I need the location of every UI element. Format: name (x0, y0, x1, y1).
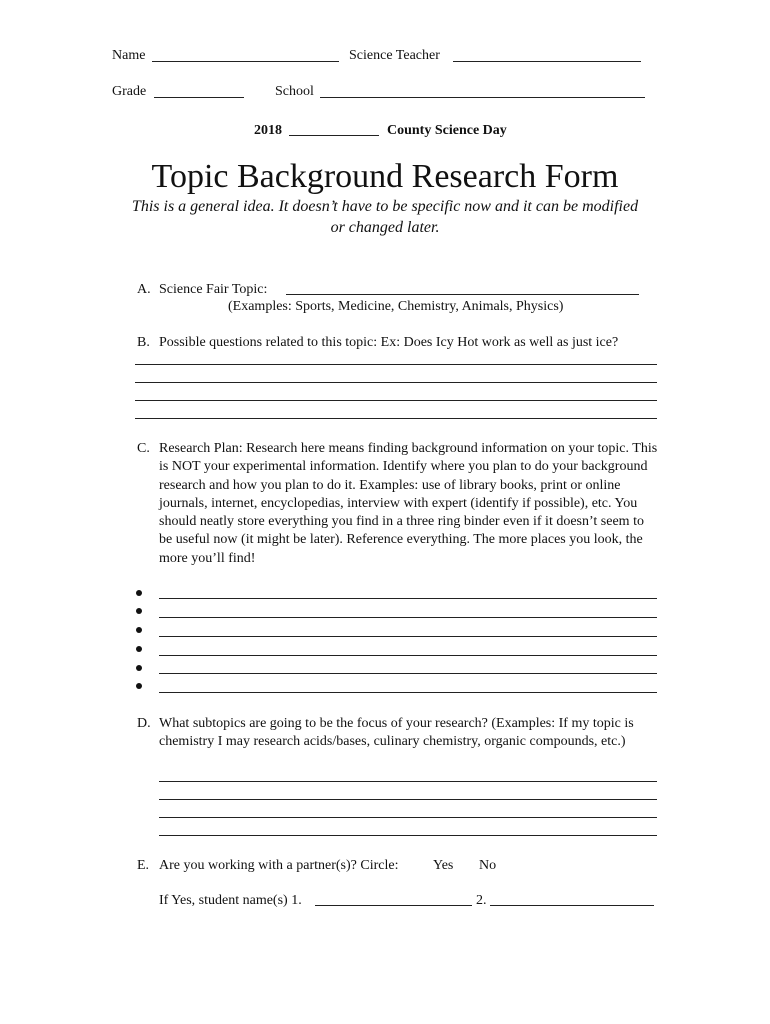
page-subtitle: This is a general idea. It doesn’t have to be specific now and it can be modified or changed later. (131, 198, 639, 236)
event-name: County Science Day (387, 123, 507, 138)
bullet-icon (136, 627, 142, 633)
no-option[interactable]: No (479, 858, 497, 873)
grade-label: Grade (112, 84, 147, 99)
research-plan-line-6[interactable] (159, 692, 657, 693)
partner-2-label: 2. (476, 893, 487, 908)
bullet-icon (136, 646, 142, 652)
section-e-letter: E. (137, 858, 150, 873)
partner-name-1-field[interactable] (315, 905, 472, 906)
section-d-letter: D. (137, 716, 151, 731)
school-label: School (275, 84, 314, 99)
partner-question: Are you working with a partner(s)? Circle: (159, 858, 399, 873)
section-a-label: Science Fair Topic: (159, 282, 268, 297)
yes-option[interactable]: Yes (433, 858, 454, 873)
section-b-letter: B. (137, 335, 150, 350)
question-line-2[interactable] (135, 382, 657, 383)
bullet-icon (136, 665, 142, 671)
research-plan-line-1[interactable] (159, 598, 657, 599)
bullet-icon (136, 590, 142, 596)
science-teacher-field[interactable] (453, 61, 641, 62)
name-label: Name (112, 48, 146, 63)
research-plan-line-4[interactable] (159, 655, 657, 656)
subtopic-line-1[interactable] (159, 781, 657, 782)
partner-name-2-field[interactable] (490, 905, 654, 906)
research-plan-line-3[interactable] (159, 636, 657, 637)
name-field[interactable] (152, 61, 339, 62)
section-a-examples: (Examples: Sports, Medicine, Chemistry, Animals, Physics) (228, 299, 564, 314)
bullet-icon (136, 608, 142, 614)
county-name-field[interactable] (289, 135, 379, 136)
section-c-text: Research Plan: Research here means finding background information on your topic. This is NOT your experimental information. Identify where you plan to do your background research and how you plan to do it. Examples: use of library books, print or online journals, internet, encyclopedias, interview with expert (identify if possible), etc. You should neatly store everything you find in a three ring binder even if it doesn’t seem to be useful now (it might be later). Reference everything. The more places you look, the more you’ll find! (159, 441, 658, 566)
research-plan-line-2[interactable] (159, 617, 657, 618)
question-line-1[interactable] (135, 364, 657, 365)
partner-name-label: If Yes, student name(s) 1. (159, 893, 302, 908)
section-b-text: Possible questions related to this topic: Ex: Does Icy Hot work as well as just ice? (159, 335, 619, 350)
research-plan-line-5[interactable] (159, 673, 657, 674)
science-teacher-label: Science Teacher (349, 48, 440, 63)
section-a-letter: A. (137, 282, 151, 297)
subtopic-line-4[interactable] (159, 835, 657, 836)
event-year: 2018 (254, 123, 282, 138)
question-line-4[interactable] (135, 418, 657, 419)
question-line-3[interactable] (135, 400, 657, 401)
bullet-icon (136, 683, 142, 689)
subtopic-line-2[interactable] (159, 799, 657, 800)
page-title: Topic Background Research Form (151, 158, 619, 195)
section-d-text: What subtopics are going to be the focus of your research? (Examples: If my topic is chemistry I may research acids/bases, culinary chemistry, organic compounds, etc.) (159, 716, 634, 750)
school-field[interactable] (320, 97, 645, 98)
subtopic-line-3[interactable] (159, 817, 657, 818)
science-fair-topic-field[interactable] (286, 294, 639, 295)
section-c-letter: C. (137, 441, 150, 456)
grade-field[interactable] (154, 97, 244, 98)
